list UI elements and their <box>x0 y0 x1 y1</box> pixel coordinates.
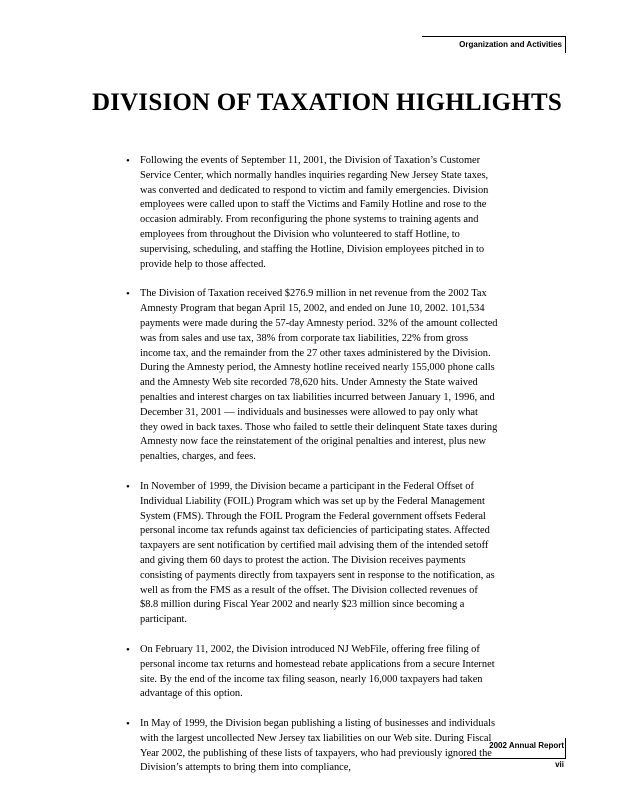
bullet-icon: • <box>126 718 130 731</box>
list-item <box>126 287 498 465</box>
list-item <box>126 717 498 776</box>
page-title: DIVISION OF TAXATION HIGHLIGHTS <box>92 89 562 116</box>
list-item <box>126 480 498 628</box>
footer-rule <box>460 758 566 759</box>
bullet-icon: • <box>126 288 130 301</box>
list-item <box>126 643 498 702</box>
report-label: 2002 Annual Report <box>489 741 564 750</box>
list-item-text: On February 11, 2002, the Division introduced NJ WebFile, offering free filing of personal income tax returns and homestead rebate applications from a secure Internet site. By the end of the income tax filing season, nearly 16,000 taxpayers had taken advantage of this option. <box>140 643 495 700</box>
header-rule <box>422 36 566 37</box>
list-item <box>126 154 498 272</box>
list-item-text: The Division of Taxation received $276.9 million in net revenue from the 2002 Tax Amnesty Program that began April 15, 2002, and ended on June 10, 2002. 101,534 payments were made during the 57-day Amnesty period. 32% of the amount collected was from sales and use tax, 38% from corporate tax liabilities, 22% from gross income tax, and the remainder from the 27 other taxes administered by the Division. During the Amnesty period, the Amnesty hotline received nearly 155,000 phone calls and the Amnesty Web site recorded 78,620 hits. Under Amnesty the State waived penalties and interest charges on tax liabilities incurred between January 1, 1996, and December 31, 2001 — individuals and businesses were allowed to pay only what they owed in back taxes. Those who failed to settle their delinquent State taxes during Amnesty now face the reinstatement of the original penalties and interest, plus new penalties, charges, and fees. <box>140 288 498 463</box>
bullet-icon: • <box>126 155 130 167</box>
list-item-text: Following the events of September 11, 2001, the Division of Taxation’s Customer Service Center, which normally handles inquiries regarding New Jersey State taxes, was converted and dedicated to respond to victim and family emergencies. Division employees were called upon to staff the Victims and Family Hotline and rose to the occasion admirably. From reconfiguring the phone systems to training agents and employees from throughout the Division who volunteered to staff Hotline, to supervising, scheduling, and staffing the Hotline, Division employees pitched in to provide help to those affected. <box>140 155 489 270</box>
footer-rule-vertical <box>565 738 566 758</box>
bullet-icon: • <box>126 643 130 656</box>
section-label: Organization and Activities <box>459 40 562 49</box>
bullet-icon: • <box>126 480 130 493</box>
highlights-list <box>126 154 498 791</box>
page-number: vii <box>555 760 564 769</box>
list-item-text: In May of 1999, the Division began publishing a listing of businesses and individuals with the largest uncollected New Jersey tax liabilities on our Web site. During Fiscal Year 2002, the publishing of these lists of taxpayers, who had previously ignored the Division’s attempts to bring them into compliance, <box>140 718 495 774</box>
list-item-text: In November of 1999, the Division became a participant in the Federal Offset of Individual Liability (FOIL) Program which was set up by the Federal Management System (FMS). Through the FOIL Program the Federal government offsets Federal personal income tax refunds against tax deficiencies of participating states. Affected taxpayers are sent notification by certified mail advising them of the intended setoff and giving them 60 days to protest the action. The Division receives payments consisting of payments directly from taxpayers sent in response to the notification, as well as from the FMS as a result of the offset. The Division collected revenues of $8.8 million during Fiscal Year 2002 and nearly $23 million since becoming a participant. <box>140 480 495 626</box>
